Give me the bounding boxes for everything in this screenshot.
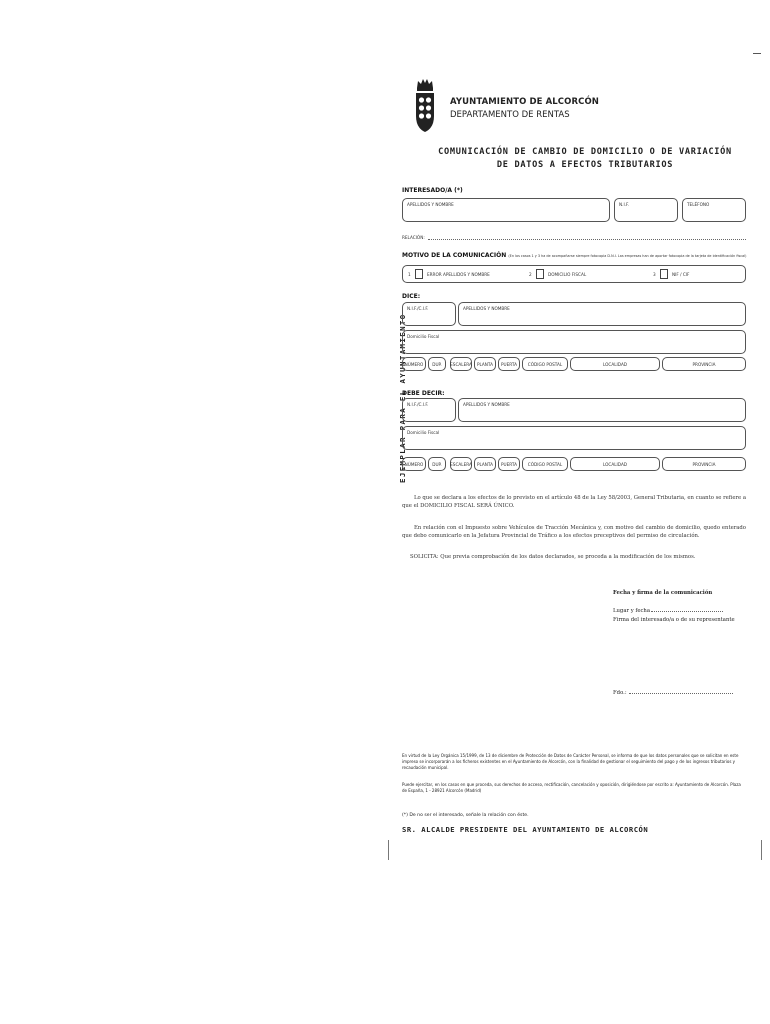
signer-label: Firma del interesado/a o de su representante	[613, 617, 735, 623]
signature-heading: Fecha y firma de la comunicación	[613, 590, 713, 596]
debe-decir-locality-field[interactable]: LOCALIDAD	[570, 457, 660, 471]
declaration-paragraph: Lo que se declara a los efectos de lo previsto en el artículo 48 de la Ley 58/2003, General Tributaria, en cuanto se refiere a que el DOMICILIO FISCAL SERÁ ÚNICO.	[402, 495, 746, 509]
interesado-phone-field[interactable]	[682, 198, 746, 222]
interesado-names-field[interactable]	[402, 198, 610, 222]
copy-label-vertical: EJEMPLAR PARA EL AYUNTAMIENTO	[398, 313, 407, 483]
debe-decir-stair-field[interactable]: ESCALERA	[450, 457, 472, 471]
debe-decir-postal-code-field[interactable]: CÓDIGO POSTAL	[522, 457, 568, 471]
debe-decir-province-field[interactable]: PROVINCIA	[662, 457, 746, 471]
crop-mark-left	[388, 840, 389, 860]
debe-decir-number-field[interactable]: NÚMERO	[402, 457, 426, 471]
relation-label: RELACIÓN:	[402, 235, 425, 240]
interesado-nif-field[interactable]	[614, 198, 678, 222]
option-3-number: 3	[653, 272, 656, 277]
place-date-input-line[interactable]	[651, 611, 723, 612]
nif-label: N.I.F.	[619, 202, 630, 207]
motivo-options-row	[402, 265, 746, 283]
department-name: DEPARTAMENTO DE RENTAS	[450, 110, 570, 120]
dice-address-field[interactable]	[402, 330, 746, 354]
names-label: APELLIDOS Y NOMBRE	[407, 202, 454, 207]
option-2-checkbox[interactable]	[536, 269, 544, 279]
relation-input-line[interactable]	[428, 239, 746, 240]
motivo-heading-row	[402, 252, 746, 259]
dice-floor-field[interactable]: PLANTA	[474, 357, 496, 371]
option-1-checkbox[interactable]	[415, 269, 423, 279]
dice-address-label: Domicilio Fiscal	[407, 334, 440, 339]
form-title-line1: COMUNICACIÓN DE CAMBIO DE DOMICILIO O DE VARIACIÓN	[438, 147, 732, 157]
debe-decir-names-field[interactable]	[458, 398, 746, 422]
dice-dup-field[interactable]: DUP.	[428, 357, 446, 371]
option-3-label: NIF / CIF	[672, 272, 690, 277]
debe-decir-names-label: APELLIDOS Y NOMBRE	[463, 402, 510, 407]
dice-door-field[interactable]: PUERTA	[498, 357, 520, 371]
dice-names-field[interactable]	[458, 302, 746, 326]
org-name: AYUNTAMIENTO DE ALCORCÓN	[450, 97, 599, 107]
debe-decir-address-label: Domicilio Fiscal	[407, 430, 440, 435]
option-2-label: DOMICILIO FISCAL	[548, 272, 587, 277]
fdo-input-line[interactable]	[629, 693, 733, 694]
debe-decir-door-field[interactable]: PUERTA	[498, 457, 520, 471]
data-protection-notice: En virtud de la Ley Orgánica 15/1999, de 13 de diciembre de Protección de Datos de Carácter Personal, se informa de que los datos personales que se solicitan en este impreso se incorporarán a los ficheros existentes en el Ayuntamiento de Alcorcón, con la finalidad de gestionar el seguimiento del pago y de los ingresos tributarios y recaudación municipal.	[402, 753, 739, 771]
dice-province-field[interactable]: PROVINCIA	[662, 357, 746, 371]
dice-number-field[interactable]: NÚMERO	[402, 357, 426, 371]
place-date-label: Lugar y fecha	[613, 608, 651, 614]
fdo-row	[613, 690, 733, 696]
fdo-label: Fdo.:	[613, 690, 627, 696]
vehicle-tax-paragraph: En relación con el Impuesto sobre Vehículos de Tracción Mecánica y, con motivo del cambio de domicilio, quedo enterado que debo comunicarlo en la Jefatura Provincial de Tráfico a los efectos preceptivos del permiso de circulación.	[402, 525, 746, 539]
place-date-row	[613, 608, 723, 614]
debe-decir-address-field[interactable]	[402, 426, 746, 450]
dice-stair-field[interactable]: ESCALERA	[450, 357, 472, 371]
debe-decir-dup-field[interactable]: DUP.	[428, 457, 446, 471]
option-2-number: 2	[529, 272, 532, 277]
option-1-number: 1	[408, 272, 411, 277]
dice-names-label: APELLIDOS Y NOMBRE	[463, 306, 510, 311]
debe-decir-nif-label: N.I.F./C.I.F.	[407, 402, 429, 407]
interesado-heading: INTERESADO/A (*)	[402, 187, 463, 194]
dice-nif-label: N.I.F./C.I.F.	[407, 306, 429, 311]
debe-decir-nif-field[interactable]	[402, 398, 456, 422]
option-3-checkbox[interactable]	[660, 269, 668, 279]
motivo-note: (En los casos 1 y 3 ha de acompañarse siempre fotocopia D.N.I. Las empresas han de aportar fotocopia de la tarjeta de identificación fiscal)	[508, 254, 747, 258]
crop-mark-right	[761, 840, 762, 860]
debe-decir-floor-field[interactable]: PLANTA	[474, 457, 496, 471]
dice-locality-field[interactable]: LOCALIDAD	[570, 357, 660, 371]
dice-heading: DICE:	[402, 293, 421, 300]
form-title-line2: DE DATOS A EFECTOS TRIBUTARIOS	[496, 160, 674, 170]
debe-decir-heading: DEBE DECIR:	[402, 390, 445, 397]
dice-postal-code-field[interactable]: CÓDIGO POSTAL	[522, 357, 568, 371]
phone-label: TELÉFONO	[687, 202, 710, 207]
corner-mark	[753, 53, 761, 54]
coat-of-arms-logo	[414, 78, 436, 133]
request-paragraph: SOLICITA: Que previa comprobación de los datos declarados, se proceda a la modificación de los mismos.	[410, 554, 696, 560]
addressee: SR. ALCALDE PRESIDENTE DEL AYUNTAMIENTO DE ALCORCÓN	[402, 825, 649, 834]
footnote: (*) De no ser el interesado, señale la relación con éste.	[402, 813, 529, 818]
motivo-heading: MOTIVO DE LA COMUNICACIÓN	[402, 252, 507, 259]
option-1-label: ERROR APELLIDOS Y NOMBRE	[427, 272, 490, 277]
dice-nif-field[interactable]	[402, 302, 456, 326]
rights-notice: Puede ejercitar, en los casos en que proceda, sus derechos de acceso, rectificación, cancelación y oposición, dirigiéndose por escrito a: Ayuntamiento de Alcorcón. Plaza de España, 1 - 28921 Alcorcón (Madrid)	[402, 782, 741, 794]
